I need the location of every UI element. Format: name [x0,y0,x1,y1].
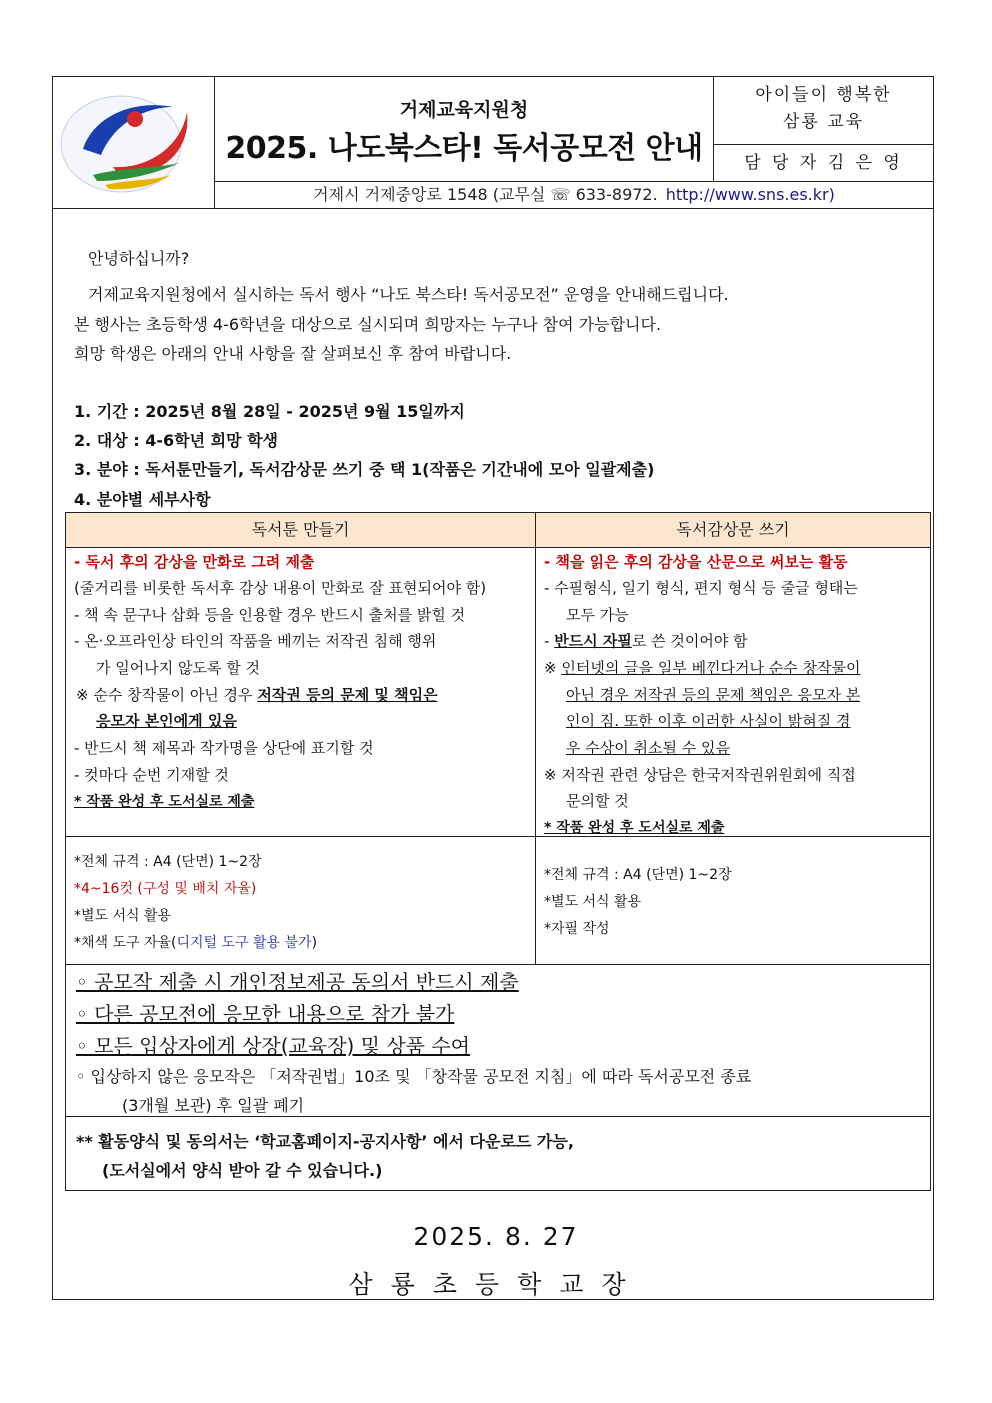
header-divider [53,208,933,209]
intro-line1: 거제교육지원청에서 실시하는 독서 행사 “나도 북스타! 독서공모전” 운영을 안내해드립니다. [88,285,729,304]
left-spec3: *별도 서식 활용 [74,908,172,924]
left-spec4 [74,932,317,952]
right-line10: 문의할 것 [566,792,629,810]
notice-disposal-line2: (3개월 보관) 후 일괄 폐기 [122,1096,305,1115]
right-line7: 인이 짐. 또한 이후 이러한 사실이 밝혀질 경 [566,712,851,730]
header-essay: 독서감상문 쓰기 [676,520,790,539]
right-line9: ※ 저작권 관련 상담은 한국저작권위원회에 직접 [544,766,856,784]
right-line11: * 작품 완성 후 도서실로 제출 [544,820,725,836]
right-line5-prefix: ※ [544,659,562,677]
right-line2: - 수필형식, 일기 형식, 편지 형식 등 줄글 형태는 [544,579,858,597]
row-divider-download [66,1116,930,1117]
motto-line1: 아이들이 행복한 [755,85,892,105]
intro-line2: 본 행사는 초등학생 4-6학년을 대상으로 실시되며 희망자는 누구나 참여 가능합니다. [74,315,662,334]
left-line8: - 반드시 책 제목과 작가명을 상단에 표기할 것 [74,739,374,757]
item-period: 1. 기간 : 2025년 8월 28일 - 2025년 9월 15일까지 [74,402,465,421]
left-line6 [76,684,438,705]
left-line2: (줄거리를 비롯한 독서후 감상 내용이 만화로 잘 표현되어야 함) [74,579,487,597]
table-header [66,513,930,548]
right-line5-emphasis: 인터넷의 글을 일부 베낀다거나 순수 창작물이 [561,659,861,677]
header-webtoon: 독서툰 만들기 [251,520,350,539]
left-spec1: *전체 규격 : A4 (단면) 1~2장 [74,854,262,870]
item-details: 4. 분야별 세부사항 [74,490,211,509]
right-spec3: *자필 작성 [544,921,610,937]
school-motto [714,77,933,145]
left-line9: - 컷마다 순번 기재할 것 [74,766,229,784]
address-text: 거제시 거제중앙로 1548 (교무실 ☏ 633-8972. [313,185,658,204]
intro-line3: 희망 학생은 아래의 안내 사항을 잘 살펴보신 후 참여 바랍니다. [74,344,512,363]
item-field: 3. 분야 : 독서툰만들기, 독서감상문 쓰기 중 택 1(작품은 기간내에 모아 일괄제출) [74,460,655,479]
left-spec4-prefix: *채색 도구 자율( [74,935,177,951]
notice-consent: ◦ 공모작 제출 시 개인정보제공 동의서 반드시 제출 [76,970,519,994]
left-line7: 응모자 본인에게 있음 [96,712,237,730]
download-note-line2: (도서실에서 양식 받아 갈 수 있습니다.) [102,1161,383,1180]
page-title: 2025. 나도북스타! 독서공모전 안내 [225,131,703,166]
signer: 삼룡초등학교장 [348,1270,644,1299]
column-divider [535,513,536,965]
motto-cell [713,77,933,181]
left-line4: - 온·오프라인상 타인의 작품을 베끼는 저작권 침해 행위 [74,632,437,650]
details-table [65,512,931,1191]
right-line6: 아닌 경우 저작권 등의 문제 책임은 응모자 본 [566,686,861,704]
left-line6-emphasis: 저작권 등의 문제 및 책임은 [257,686,438,704]
right-spec1: *전체 규격 : A4 (단면) 1~2장 [544,867,732,883]
left-line5: 가 일어나지 않도록 할 것 [96,659,260,677]
notice-duplicate: ◦ 다른 공모전에 응모한 내용으로 참가 불가 [76,1002,455,1026]
issue-date: 2025. 8. 27 [413,1222,579,1251]
title-cell [215,77,713,181]
motto-line2: 삼룡 교육 [782,112,865,132]
right-line4-emphasis: 반드시 자필 [554,632,632,650]
logo-cell [53,77,215,208]
right-line4 [544,630,748,651]
notice-awards: ◦ 모든 입상자에게 상장(교육장) 및 상품 수여 [76,1034,470,1058]
item-target: 2. 대상 : 4-6학년 희망 학생 [74,431,279,450]
right-line8: 우 수상이 취소될 수 있음 [566,739,730,757]
download-note-line1: ** 활동양식 및 동의서는 ‘학교홈페이지-공지사항’ 에서 다운로드 가능, [76,1132,574,1151]
notice-disposal-line1: ◦ 입상하지 않은 응모작은 「저작권법」10조 및 「창작물 공모전 지침」에 따라 독서공모전 종료 [76,1067,752,1086]
school-url-link[interactable]: http://www.sns.es.kr) [665,185,835,204]
right-line1: - 책을 읽은 후의 감상을 산문으로 써보는 활동 [544,553,848,571]
right-line4-suffix: 로 쓴 것이어야 함 [631,632,748,650]
right-line4-prefix: - [544,632,555,650]
header [53,77,933,208]
left-spec2: *4~16컷 (구성 및 배치 자율) [74,881,257,897]
left-line6-prefix: ※ 순수 창작물이 아닌 경우 [76,686,258,704]
address-row [215,181,933,208]
org-name: 거제교육지원청 [399,99,529,121]
contact-person: 담 당 자 김 은 영 [744,153,903,173]
right-line5 [544,657,861,678]
left-line10: * 작품 완성 후 도서실로 제출 [74,794,255,810]
left-line3: - 책 속 문구나 삽화 등을 인용할 경우 반드시 출처를 밝힐 것 [74,606,466,624]
greeting: 안녕하십니까? [88,249,190,268]
left-spec4-note: 디지털 도구 활용 불가 [176,935,312,951]
school-logo-icon [53,77,215,208]
left-spec4-suffix: ) [311,935,318,951]
row-divider-notices [66,964,930,965]
right-spec2: *별도 서식 활용 [544,894,642,910]
left-line1: - 독서 후의 감상을 만화로 그려 제출 [74,553,315,571]
right-line3: 모두 가능 [566,606,629,624]
row-divider-spec [66,836,930,837]
